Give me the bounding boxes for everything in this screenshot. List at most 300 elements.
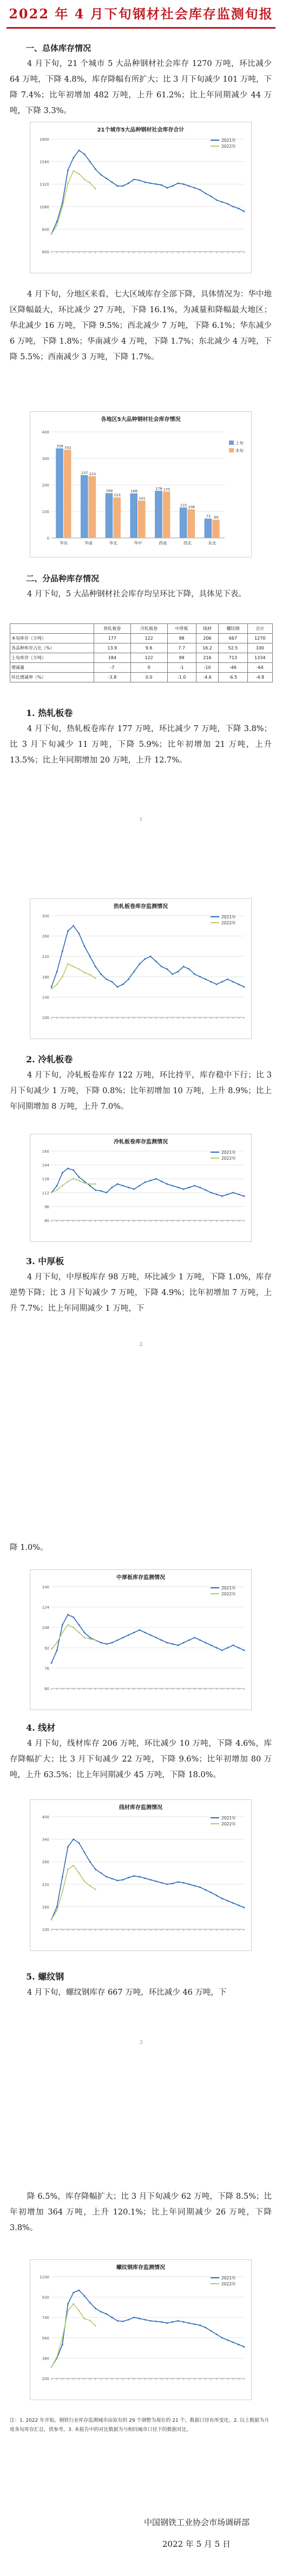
data-point	[227, 1194, 228, 1195]
signature-org: 中国钢铁工业协会市场调研部	[143, 2518, 250, 2527]
data-point	[100, 1642, 102, 1644]
legend-label: 2022年	[221, 1156, 236, 1161]
data-point	[67, 1869, 69, 1870]
data-point	[205, 978, 206, 980]
data-point	[67, 1168, 69, 1169]
legend-swatch	[229, 448, 234, 452]
y-tick-label: 108	[42, 1626, 49, 1631]
bar	[180, 508, 187, 538]
data-point	[122, 1185, 124, 1187]
data-point	[73, 157, 74, 159]
y-tick-label: 1800	[40, 137, 49, 142]
chart-svg	[30, 1799, 252, 1951]
data-point	[178, 1187, 179, 1188]
data-point	[73, 1616, 74, 1618]
data-point	[244, 1650, 245, 1651]
data-point	[78, 1842, 80, 1844]
bar-value-label: 153	[114, 493, 121, 498]
legend-label: 2021年	[221, 1586, 236, 1591]
data-point	[232, 2342, 234, 2343]
x-tick-label: 西南	[159, 541, 167, 546]
table-row	[10, 643, 273, 653]
chart-title: 中厚板库存监测情况	[116, 1575, 165, 1581]
bar-value-label: 237	[81, 470, 88, 475]
data-point	[128, 1634, 129, 1636]
data-point	[67, 169, 69, 171]
legend-label: 2022年	[221, 2282, 236, 2286]
data-point	[73, 1865, 74, 1867]
data-point	[73, 966, 74, 968]
data-point	[62, 950, 63, 952]
data-point	[89, 1861, 91, 1863]
bar-value-label: 175	[163, 487, 170, 492]
bar	[163, 491, 170, 538]
data-point	[95, 168, 96, 170]
bar	[205, 518, 212, 538]
y-tick-label: 1320	[40, 182, 49, 187]
data-point	[117, 1639, 119, 1641]
data-point	[166, 2322, 168, 2324]
data-point	[89, 2319, 91, 2321]
table-cell: -1.0	[167, 673, 196, 682]
table-cell: 184	[94, 653, 130, 663]
table-row-label: 上旬库存（万吨）	[10, 653, 94, 663]
data-point	[122, 984, 124, 985]
data-point	[84, 2295, 86, 2297]
table-cell: 16.2	[196, 643, 219, 653]
x-tick-label: 华南	[84, 541, 93, 546]
chart-svg	[30, 411, 252, 557]
data-point	[183, 183, 185, 185]
overall-paragraph: 4 月下旬，21 个城市 5 大品种钢材社会库存 1270 万吨，环比减少 64 万吨，下降 4.8%，库存降幅有所扩大；比 3 月下旬减少 101 万吨，下降 7.4%；比年初增加 482 万吨，上升 61.2%；比上年同期减少 44 万吨，下降 3.3%。	[10, 60, 272, 115]
data-point	[194, 187, 195, 189]
table-cell: -4.6	[196, 673, 219, 682]
data-point	[232, 206, 234, 207]
y-tick-label: 0	[47, 536, 49, 541]
data-point	[199, 976, 201, 977]
data-point	[150, 1180, 152, 1181]
data-point	[56, 1185, 58, 1187]
y-tick-label: 180	[42, 975, 49, 980]
data-point	[139, 2318, 140, 2319]
table-cell: 0.0	[130, 673, 167, 682]
data-point	[221, 2337, 223, 2338]
data-point	[183, 1642, 185, 1644]
data-point	[238, 1904, 239, 1906]
data-point	[216, 1647, 218, 1648]
bar	[155, 491, 162, 538]
data-point	[89, 1185, 91, 1187]
data-point	[84, 945, 86, 947]
bar	[187, 509, 195, 538]
y-tick-label: 1080	[40, 205, 49, 209]
data-point	[194, 1185, 195, 1187]
data-point	[227, 203, 228, 205]
legend-label: 2022年	[221, 921, 236, 925]
table-cell: 206	[196, 634, 219, 643]
data-point	[150, 956, 152, 957]
table-row-label: 各品种库存占比（%）	[10, 643, 94, 653]
y-tick-label: 600	[42, 250, 49, 254]
data-point	[166, 968, 168, 970]
data-point	[95, 1869, 96, 1870]
data-point	[56, 1650, 58, 1651]
data-point	[100, 1190, 102, 1192]
data-point	[67, 1846, 69, 1848]
data-point	[188, 968, 190, 970]
data-point	[166, 187, 168, 189]
data-point	[133, 179, 135, 180]
y-tick-label: 340	[42, 1837, 49, 1842]
chart-svg	[30, 1134, 252, 1242]
page-number-2: 2	[139, 1342, 143, 1348]
data-point	[139, 1629, 140, 1631]
table-cell: 122	[130, 634, 167, 643]
data-point	[122, 2321, 124, 2322]
data-point	[205, 1642, 206, 1644]
data-point	[150, 182, 152, 184]
data-point	[122, 1879, 124, 1881]
legend-label: 2021年	[221, 2276, 236, 2281]
table-row	[10, 653, 273, 663]
x-tick-label: 东北	[208, 541, 217, 546]
data-point	[244, 211, 245, 212]
data-point	[155, 1178, 157, 1180]
data-point	[155, 183, 157, 185]
data-point	[232, 1192, 234, 1193]
data-point	[100, 974, 102, 975]
data-point	[211, 981, 212, 983]
data-point	[73, 925, 74, 926]
data-point	[216, 1895, 218, 1896]
table-cell: 667	[219, 634, 247, 643]
category-paragraph: 4 月下旬，5 大品种钢材社会库存均呈环比下降，具体见下表。	[27, 590, 246, 599]
data-point	[73, 1838, 74, 1840]
data-point	[145, 958, 146, 960]
chart-region-bar	[30, 411, 252, 557]
data-point	[78, 968, 80, 970]
table-cell: -1	[167, 663, 196, 673]
x-tick-label: 华东	[60, 541, 68, 546]
rebar-paragraph-continued: 降 6.5%，库存降幅扩大；比 3 月下旬减少 62 万吨，下降 8.5%；比年初增加 364 万吨，上升 120.1%；比上年同期减少 26 万吨，下降 3.8%。	[10, 2192, 272, 2232]
bar	[89, 476, 96, 538]
data-point	[205, 2327, 206, 2329]
chart-frame	[30, 2260, 252, 2400]
data-point	[84, 2318, 86, 2319]
y-tick-label: 200	[42, 483, 49, 488]
table-cell: -46	[219, 663, 247, 673]
data-point	[51, 233, 53, 235]
legend-label: 2022年	[221, 1592, 236, 1596]
data-point	[199, 2324, 201, 2326]
wire-paragraph: 4 月下旬，线材库存 206 万吨，环比减少 10 万吨，下降 4.6%，库存降幅扩大；比 3 月下旬减少 22 万吨，下降 9.6%；比年初增加 80 万吨，上升 63.5%；比上年同期减少 45 万吨，下降 18.0%。	[10, 1739, 272, 1779]
data-point	[150, 1634, 152, 1636]
data-point	[84, 1182, 86, 1184]
subheading-wire: 4. 线材	[26, 1723, 56, 1733]
data-point	[78, 1177, 80, 1178]
legend-label: 上旬	[235, 441, 244, 445]
data-point	[84, 1851, 86, 1853]
data-point	[122, 185, 124, 187]
y-tick-label: 140	[42, 995, 49, 1000]
data-point	[62, 1891, 63, 1892]
bar-value-label: 73	[206, 514, 211, 519]
data-point	[106, 2314, 107, 2315]
data-point	[62, 206, 63, 207]
data-point	[62, 1876, 63, 1878]
data-point	[183, 1882, 185, 1884]
data-point	[117, 185, 119, 187]
y-tick-label: 220	[42, 1882, 49, 1887]
data-point	[111, 2317, 113, 2318]
cold-rolled-paragraph: 4 月下旬，冷轧板卷库存 122 万吨，环比持平，库存稳中下行；比 3 月下旬减少 1 万吨，下降 0.8%；比年初增加 10 万吨，上升 8.9%；比上年同期增加 8 万吨，上升 7.0%。	[10, 1071, 272, 1111]
data-point	[78, 1872, 80, 1874]
y-tick-label: 1560	[40, 160, 49, 165]
table-cell: 0	[130, 663, 167, 673]
table-cell: 177	[94, 634, 130, 643]
table-cell: 1270	[247, 634, 273, 643]
data-point	[51, 1919, 53, 1921]
y-tick-label: 92	[44, 1646, 49, 1651]
data-point	[155, 2321, 157, 2322]
data-point	[56, 1190, 58, 1191]
data-point	[51, 988, 53, 990]
data-point	[183, 1188, 185, 1190]
data-point	[117, 1183, 119, 1185]
table-cell: 216	[196, 653, 219, 663]
data-point	[117, 1880, 119, 1881]
chart-title: 各地区5大品种钢材社会库存情况	[101, 417, 181, 423]
y-tick-label: 220	[42, 955, 49, 960]
subheading-rebar: 5. 螺纹钢	[26, 1972, 64, 1982]
data-point	[62, 1185, 63, 1187]
data-point	[73, 1627, 74, 1628]
data-point	[78, 933, 80, 935]
table-row	[10, 634, 273, 643]
chart-frame	[30, 1800, 252, 1951]
data-point	[161, 1639, 162, 1641]
data-point	[216, 984, 218, 985]
y-tick-label: 260	[42, 934, 49, 939]
chart-cold-rolled	[30, 1134, 252, 1242]
data-point	[73, 2303, 74, 2305]
bar	[64, 450, 71, 538]
bar	[130, 494, 137, 538]
data-point	[133, 2317, 135, 2318]
data-point	[199, 1639, 201, 1641]
data-point	[73, 2292, 74, 2294]
bar-value-label: 168	[130, 489, 137, 494]
data-point	[84, 1181, 86, 1182]
data-point	[51, 1662, 53, 1664]
data-point	[95, 1190, 96, 1191]
chart-frame	[30, 899, 252, 1039]
data-point	[128, 1187, 129, 1188]
data-point	[84, 1632, 86, 1633]
table-cell: -6.5	[219, 673, 247, 682]
data-point	[145, 1181, 146, 1183]
data-point	[67, 2303, 69, 2305]
data-point	[216, 1194, 218, 1195]
data-point	[128, 2319, 129, 2321]
table-cell: 99	[167, 653, 196, 663]
data-point	[155, 1637, 157, 1639]
table-cell: 100	[247, 643, 273, 653]
data-point	[100, 2311, 102, 2312]
table-header-cell: 线材	[196, 624, 219, 634]
data-point	[67, 963, 69, 965]
table-cell: 9.6	[130, 643, 167, 653]
y-tick-label: 280	[42, 1860, 49, 1865]
footnote: 注：1. 2022 年开始，钢铁行业库存监测城市由原有的 29 个调整为现在的 21 个，数据口径有所变化。2. 以上数据为月度各旬库存汇总，供参考。3. 本报告中的对比数据为与相同城市口径下的数据对比。	[10, 2418, 270, 2433]
bar-value-label: 169	[106, 489, 113, 494]
data-point	[161, 1882, 162, 1884]
data-point	[62, 1172, 63, 1174]
data-point	[78, 1632, 80, 1633]
chart-svg	[30, 2259, 252, 2400]
data-point	[188, 1639, 190, 1641]
data-point	[117, 2320, 119, 2322]
data-point	[244, 2346, 245, 2348]
section-heading-category: 二、分品种库存情况	[26, 574, 100, 583]
data-point	[51, 1648, 53, 1650]
data-point	[183, 966, 185, 968]
data-point	[51, 1192, 53, 1193]
data-point	[227, 1647, 228, 1648]
page-number: 1	[139, 817, 143, 823]
data-point	[106, 978, 107, 980]
data-point	[211, 1645, 212, 1646]
data-point	[89, 182, 91, 183]
data-point	[51, 986, 53, 988]
data-point	[188, 1187, 190, 1188]
table-cell: 52.5	[219, 643, 247, 653]
data-point	[188, 1883, 190, 1885]
table-cell: -64	[247, 663, 273, 673]
plate-paragraph-continued: 降 1.0%。	[10, 1543, 48, 1552]
subheading-plate: 3. 中厚板	[26, 1256, 64, 1266]
table-cell: 1334	[247, 653, 273, 663]
data-point	[178, 2320, 179, 2322]
data-point	[183, 2321, 185, 2323]
data-point	[232, 1902, 234, 1904]
data-point	[172, 1185, 173, 1187]
chart-wire	[30, 1799, 252, 1951]
data-point	[84, 1881, 86, 1882]
data-point	[78, 149, 80, 151]
data-point	[188, 185, 190, 187]
data-point	[100, 174, 102, 175]
table-header-cell: 螺纹钢	[219, 624, 247, 634]
chart-title: 线材库存监测情况	[119, 1805, 162, 1811]
data-point	[232, 1645, 234, 1646]
y-tick-label: 400	[42, 430, 49, 435]
data-point	[238, 984, 239, 985]
data-point	[145, 181, 146, 183]
data-point	[221, 201, 223, 203]
data-point	[172, 974, 173, 975]
table-cell: -7	[94, 663, 130, 673]
data-point	[145, 1877, 146, 1879]
data-point	[84, 153, 86, 155]
data-point	[139, 963, 140, 965]
data-point	[150, 1879, 152, 1881]
y-tick-label: 560	[42, 2336, 49, 2341]
bar-value-label: 141	[139, 496, 146, 501]
bar-value-label: 338	[56, 444, 63, 449]
chart-title: 21个城市5大品种钢材社会库存合计	[97, 127, 185, 133]
bar	[56, 448, 63, 538]
data-point	[67, 930, 69, 932]
data-point	[194, 974, 195, 975]
bar	[138, 501, 146, 538]
data-point	[199, 189, 201, 190]
data-point	[139, 1185, 140, 1187]
data-point	[145, 2319, 146, 2321]
data-point	[84, 1637, 86, 1639]
data-point	[166, 1183, 168, 1185]
table-header-cell: 热轧板卷	[94, 624, 130, 634]
data-point	[188, 2322, 190, 2324]
data-point	[133, 1632, 135, 1633]
data-point	[56, 971, 58, 972]
data-point	[51, 2366, 53, 2368]
bar-value-label: 108	[188, 505, 195, 510]
data-point	[78, 173, 80, 175]
subheading-hot-rolled: 1. 热轧板卷	[26, 708, 73, 718]
data-point	[95, 1183, 96, 1185]
y-tick-label: 80	[44, 1219, 49, 1223]
data-point	[67, 2310, 69, 2311]
data-point	[95, 2308, 96, 2309]
table-row	[10, 673, 273, 682]
data-point	[106, 1643, 107, 1645]
data-point	[78, 2290, 80, 2291]
data-point	[106, 1192, 107, 1193]
data-point	[62, 1632, 63, 1633]
data-point	[155, 961, 157, 962]
y-tick-label: 140	[42, 1585, 49, 1589]
plate-paragraph: 4 月下旬，中厚板库存 98 万吨，环比减少 1 万吨，下降 1.0%，库存逆势下降；比 3 月下旬减少 7 万吨，下降 4.9%；比年初增加 7 万吨，上升 7.7%；比上年同期减少 1 万吨，下	[10, 1273, 272, 1313]
data-point	[100, 1872, 102, 1874]
table-row-label: 增减量	[10, 663, 94, 673]
y-tick-label: 840	[42, 227, 49, 232]
data-point	[172, 185, 173, 187]
data-point	[194, 1637, 195, 1639]
data-point	[244, 1195, 245, 1197]
data-point	[56, 2356, 58, 2358]
y-tick-label: 920	[42, 2295, 49, 2300]
data-point	[95, 188, 96, 189]
data-point	[244, 986, 245, 988]
y-tick-label: 160	[42, 1149, 49, 1154]
data-point	[89, 2302, 91, 2304]
data-point	[150, 2320, 152, 2322]
data-point	[221, 981, 223, 983]
data-point	[238, 1647, 239, 1648]
chart-plate	[30, 1569, 252, 1710]
data-point	[128, 182, 129, 184]
data-point	[227, 978, 228, 980]
data-point	[111, 1187, 113, 1188]
y-tick-label: 76	[44, 1666, 49, 1671]
data-point	[161, 1181, 162, 1182]
table-cell: -3.8	[94, 673, 130, 682]
legend-swatch	[229, 441, 234, 445]
bar	[113, 497, 121, 538]
table-header-cell: 中厚板	[167, 624, 196, 634]
data-point	[221, 1195, 223, 1197]
